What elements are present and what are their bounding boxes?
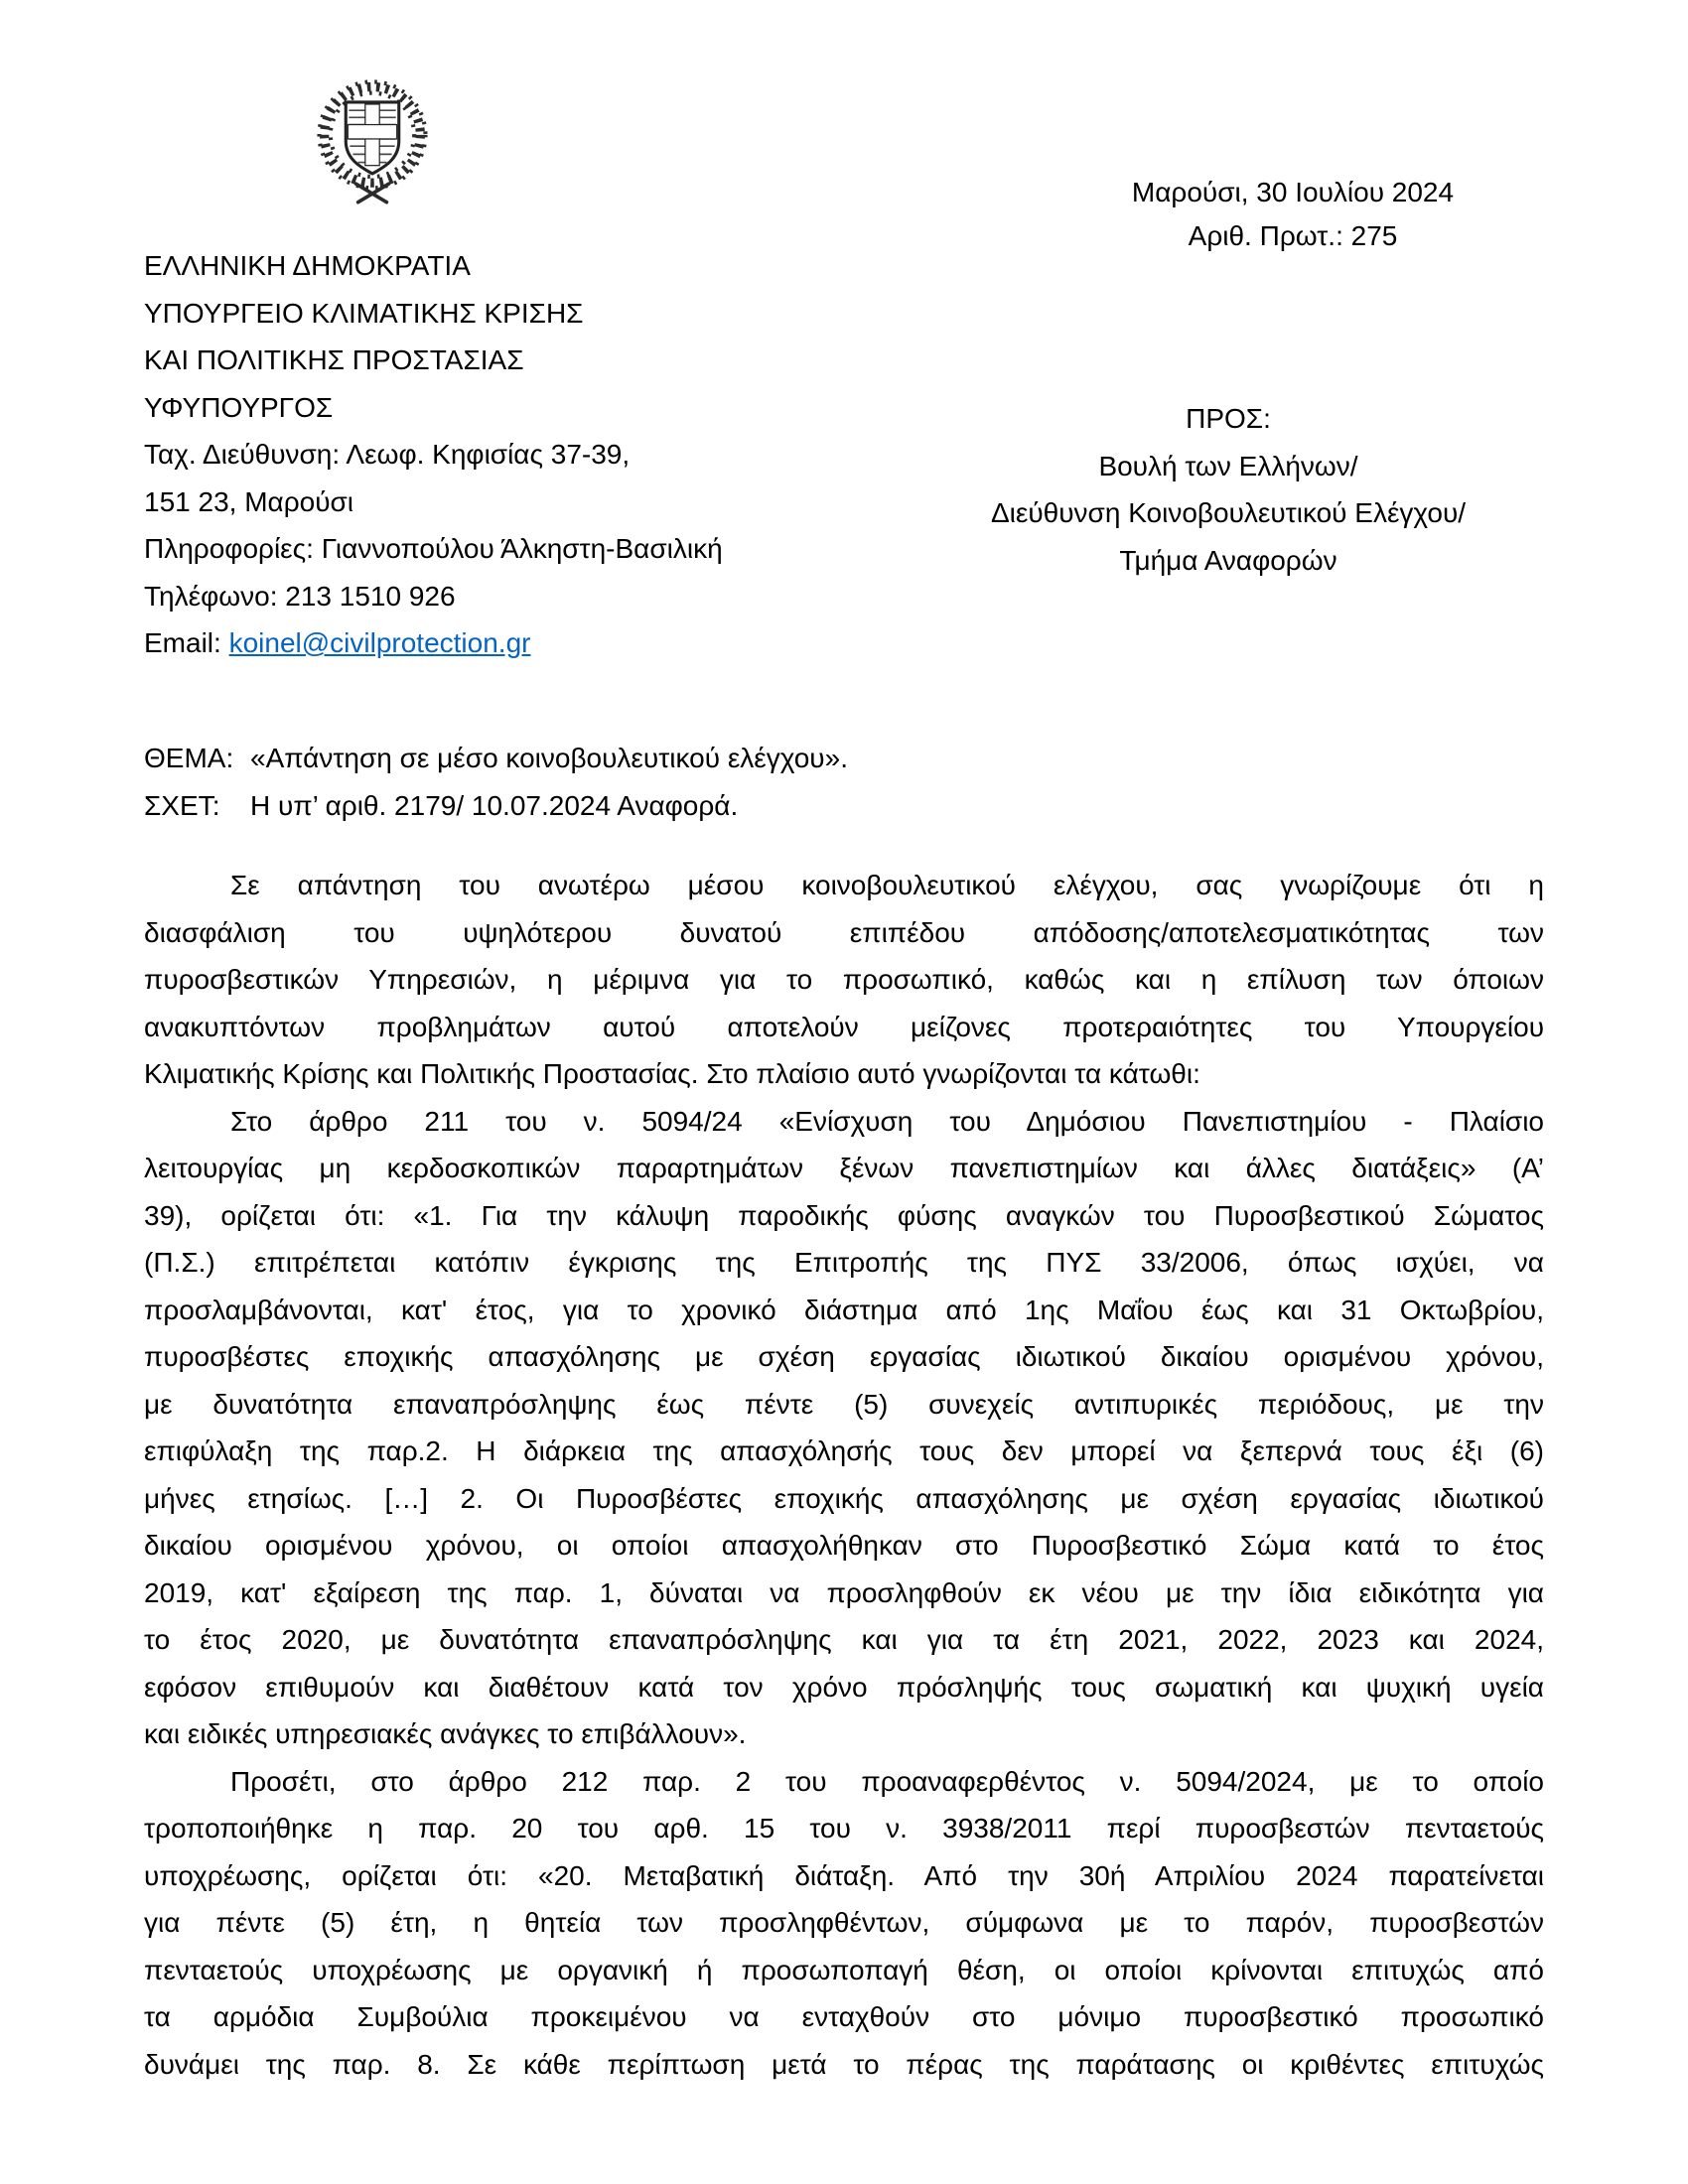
reference-label: ΣΧΕΤ: bbox=[144, 790, 220, 821]
recipient-line: Διεύθυνση Κοινοβουλευτικού Ελέγχου/ bbox=[990, 497, 1467, 528]
recipient-line: Βουλή των Ελλήνων/ bbox=[1098, 450, 1358, 481]
sender-line: ΥΦΥΠΟΥΡΓΟΣ bbox=[144, 391, 334, 423]
protocol-line: Αριθ. Πρωτ.: 275 bbox=[1188, 220, 1398, 251]
sender-line: Ταχ. Διεύθυνση: Λεωφ. Κηφισίας 37-39, bbox=[144, 439, 631, 470]
email-line bbox=[144, 619, 799, 667]
recipient-block bbox=[923, 395, 1533, 584]
body-line: δυνάμει της παρ. 8. Σε κάθε περίπτωση μετά το πέρας της παράτασης οι κριθέντες επιτυχώς bbox=[144, 2048, 1544, 2080]
subject-label: ΘΕΜΑ: bbox=[144, 743, 234, 773]
reference-row bbox=[144, 782, 1544, 830]
body-line: Προσέτι, στο άρθρο 212 παρ. 2 του προαναφερθέντος ν. 5094/2024, με το οποίο bbox=[230, 1765, 1544, 1797]
body-line: διασφάλιση του υψηλότερου δυνατού επιπέδου απόδοσης/αποτελεσματικότητας των bbox=[144, 916, 1544, 948]
body-line: τροποποιήθηκε η παρ. 20 του αρθ. 15 του ν. 3938/2011 περί πυροσβεστών πενταετούς bbox=[144, 1813, 1544, 1843]
body-line: πενταετούς υποχρέωσης με οργανική ή προσωποπαγή θέση, οι οποίοι κρίνονται επιτυχώς από bbox=[144, 1954, 1544, 1985]
body-line: μήνες ετησίως. […] 2. Οι Πυροσβέστες εποχικής απασχόλησης με σχέση εργασίας ιδιωτικού bbox=[144, 1482, 1544, 1514]
body-line: 2019, κατ' εξαίρεση της παρ. 1, δύναται να προσληφθούν εκ νέου με την ίδια ειδικότητα για bbox=[144, 1576, 1544, 1608]
recipient-label: ΠΡΟΣ: bbox=[1186, 403, 1271, 434]
date-protocol-block bbox=[1048, 171, 1538, 258]
body-line: λειτουργίας μη κερδοσκοπικών παραρτημάτων ξένων πανεπιστημίων και άλλες διατάξεις» (Α’ bbox=[144, 1153, 1544, 1183]
body-line: πυροσβεστικών Υπηρεσιών, η μέριμνα για το προσωπικό, καθώς και η επίλυση των όποιων bbox=[144, 964, 1544, 995]
body-line: ανακυπτόντων προβλημάτων αυτού αποτελούν μείζονες προτεραιότητες του Υπουργείου bbox=[144, 1011, 1544, 1042]
subject-row bbox=[144, 735, 1544, 782]
body-line: προσλαμβάνονται, κατ' έτος, για το χρονικό διάστημα από 1ης Μαΐου έως και 31 Οκτωβρίου, bbox=[144, 1294, 1544, 1325]
sender-line: Πληροφορίες: Γιαννοπούλου Άλκηστη-Βασιλική bbox=[144, 533, 723, 564]
recipient-line: Τμήμα Αναφορών bbox=[1119, 544, 1337, 576]
sender-line: Τηλέφωνο: 213 1510 926 bbox=[144, 580, 456, 612]
body-line: 39), ορίζεται ότι: «1. Για την κάλυψη παροδικής φύσης αναγκών του Πυροσβεστικού Σώματος bbox=[144, 1199, 1544, 1231]
sender-block bbox=[144, 242, 799, 667]
body-line: και ειδικές υπηρεσιακές ανάγκες το επιβάλλουν». bbox=[144, 1718, 747, 1749]
body-line: τα αρμόδια Συμβούλια προκειμένου να ενταχθούν στο μόνιμο πυροσβεστικό προσωπικό bbox=[144, 2001, 1544, 2032]
email-link[interactable]: koinel@civilprotection.gr bbox=[228, 627, 531, 658]
sender-line: ΥΠΟΥΡΓΕΙΟ ΚΛΙΜΑΤΙΚΗΣ ΚΡΙΣΗΣ bbox=[144, 297, 584, 329]
body-line: Σε απάντηση του ανωτέρω μέσου κοινοβουλευτικού ελέγχου, σας γνωρίζουμε ότι η bbox=[230, 870, 1544, 900]
body-line: για πέντε (5) έτη, η θητεία των προσληφθέντων, σύμφωνα με το παρόν, πυροσβεστών bbox=[144, 1907, 1544, 1938]
body-line: Κλιματικής Κρίσης και Πολιτικής Προστασίας. Στο πλαίσιο αυτό γνωρίζονται τα κάτωθι: bbox=[144, 1058, 1200, 1089]
body-line: δικαίου ορισμένου χρόνου, οι οποίοι απασχολήθηκαν στο Πυροσβεστικό Σώμα κατά το έτος bbox=[144, 1530, 1544, 1561]
body-line: εφόσον επιθυμούν και διαθέτουν κατά τον χρόνο πρόσληψής τους σωματική και ψυχική υγεία bbox=[144, 1671, 1544, 1703]
body-line: το έτος 2020, με δυνατότητα επαναπρόσληψης και για τα έτη 2021, 2022, 2023 και 2024, bbox=[144, 1624, 1544, 1655]
sender-line: 151 23, Μαρούσι bbox=[144, 485, 354, 517]
body-line: υποχρέωσης, ορίζεται ότι: «20. Μεταβατική διάταξη. Από την 30ή Απριλίου 2024 παρατείνεται bbox=[144, 1859, 1544, 1891]
subject-text: «Απάντηση σε μέσο κοινοβουλευτικού ελέγχου». bbox=[250, 743, 848, 773]
body-line: με δυνατότητα επαναπρόσληψης έως πέντε (5) συνεχείς αντιπυρικές περιόδους, με την bbox=[144, 1388, 1544, 1420]
sender-line: ΚΑΙ ΠΟΛΙΤΙΚΗΣ ΠΡΟΣΤΑΣΙΑΣ bbox=[144, 344, 524, 375]
sender-line: ΕΛΛΗΝΙΚΗ ΔΗΜΟΚΡΑΤΙΑ bbox=[144, 250, 471, 281]
date-line: Μαρούσι, 30 Ιουλίου 2024 bbox=[1131, 177, 1455, 207]
body-line: επιφύλαξη της παρ.2. Η διάρκεια της απασχόλησής τους δεν μπορεί να ξεπερνά τους έξι (6) bbox=[144, 1435, 1544, 1466]
reference-text: Η υπ’ αριθ. 2179/ 10.07.2024 Αναφορά. bbox=[250, 790, 739, 821]
body-line: (Π.Σ.) επιτρέπεται κατόπιν έγκρισης της Επιτροπής της ΠΥΣ 33/2006, όπως ισχύει, να bbox=[144, 1247, 1544, 1278]
email-label: Email: bbox=[144, 627, 221, 658]
body-line: πυροσβέστες εποχικής απασχόλησης με σχέση εργασίας ιδιωτικού δικαίου ορισμένου χρόνου, bbox=[144, 1341, 1544, 1372]
greek-coat-of-arms-logo bbox=[309, 69, 436, 212]
body bbox=[144, 862, 1544, 2088]
body-line: Στο άρθρο 211 του ν. 5094/24 «Ενίσχυση του Δημόσιου Πανεπιστημίου - Πλαίσιο bbox=[230, 1105, 1544, 1137]
